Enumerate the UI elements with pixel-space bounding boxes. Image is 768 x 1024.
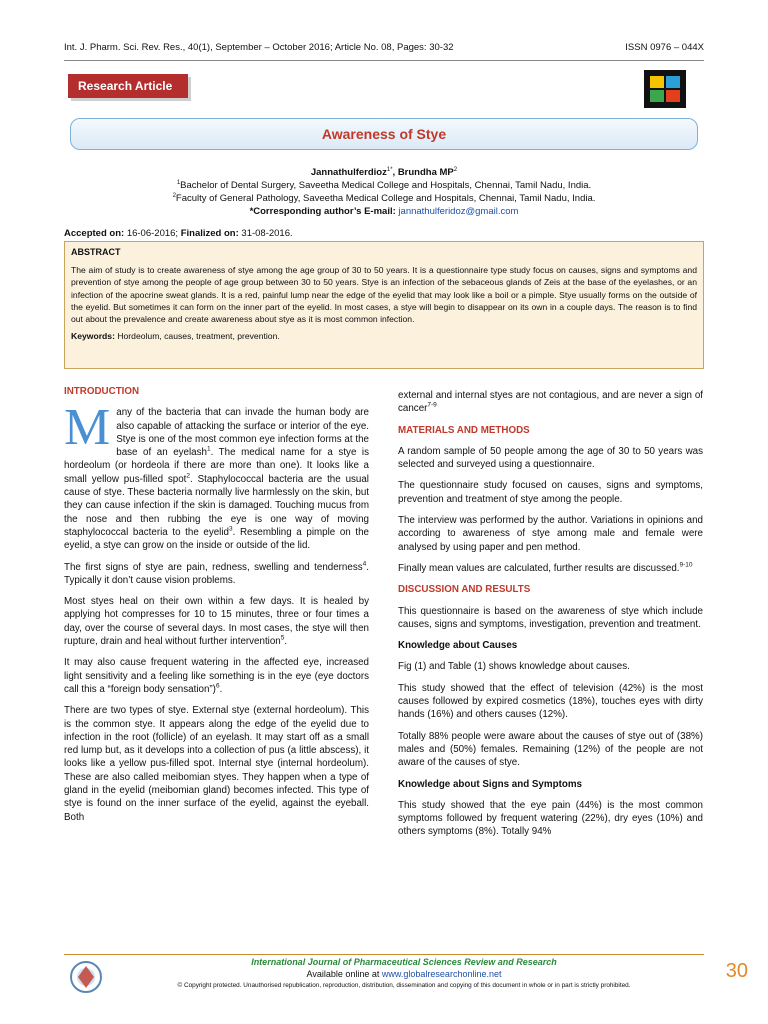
drop-cap: M xyxy=(64,399,111,457)
paragraph: This study showed that the eye pain (44%) is the most common symptoms followed by frequent watering (22%), dry eyes (10%) and others symptoms (8%). Totally 94% xyxy=(398,799,703,838)
paragraph: Finally mean values are calculated, further results are discussed.$^{9-10}$ xyxy=(398,561,693,574)
paragraph: This study showed that the effect of television (42%) is the most causes followed by expired cosmetics (18%), touches eyes with dirty hands (16%) and others causes (12%). xyxy=(398,682,703,721)
author-block xyxy=(64,166,704,218)
paragraph: There are two types of stye. External stye (external hordeolum). This is the common stye. It appears along the edge of the eyelid due to infection in the root (follicle) of an eyelash. It may start off as a small red lump but, as it develops into a collection of pus (a little abscess), it looks like a yellow pus-filled spot. Internal stye (internal hordeolum). These are also called meibomian styes. They happen when a type of gland in the eyelid (meibomian gland) becomes infected. This type of stye is found on the inner surface of the eyelid, against the eyeball. Both xyxy=(64,705,369,823)
keywords: Keywords: Hordeolum, causes, treatment, prevention. xyxy=(71,331,280,342)
page-number: 30 xyxy=(725,960,748,982)
right-column xyxy=(398,389,703,847)
symptoms-subheading: Knowledge about Signs and Symptoms xyxy=(398,778,582,790)
author-names: Jannathulferdioz$^{1*}$, Brundha $MP^2$ xyxy=(310,166,458,178)
paragraph: Fig (1) and Table (1) shows knowledge about causes. xyxy=(398,661,630,673)
journal-citation: Int. J. Pharm. Sci. Rev. Res., 40(1), September – October 2016; Article No. 08, Pages: 30-32 xyxy=(64,42,454,53)
running-header xyxy=(64,42,704,56)
footer-availability: Available online at www.globalresearchonline.net xyxy=(306,969,502,979)
affiliation-2: $^2$Faculty of General Pathology, Saveetha Medical College and Hospitals, Chennai, Tamil Nadu, India. xyxy=(172,192,596,204)
footer-divider xyxy=(64,954,704,955)
paragraph: Most styes heal on their own within a few days. It is healed by applying hot compresses for 10 to 15 minutes, three or four times a day, over the course of several days. In most cases, the stye will then rupture, drain and heal without further intervention$^5$. xyxy=(64,596,369,648)
article-title: Awareness of Stye xyxy=(70,118,698,150)
article-type-badge: Research Article xyxy=(68,74,188,98)
paragraph: The interview was performed by the author. Variations in opinions and according to awareness of stye among male and female were analysed by using paper and pen method. xyxy=(398,515,703,553)
paragraph: Totally 88% people were aware about the causes of stye out of (38%) males and (50%) females. Remaining (12%) of the people are not aware of the causes of stye. xyxy=(398,730,703,769)
header-divider xyxy=(64,60,704,61)
copyright-notice: © Copyright protected. Unauthorised republication, reproduction, distribution, dissemination and copying of this document in whole or in part is strictly prohibited. xyxy=(177,982,631,989)
introduction-heading: INTRODUCTION xyxy=(64,386,140,397)
paragraph: The first signs of stye are pain, redness, swelling and tenderness$^4$. Typically it don’t cause vision problems. xyxy=(64,560,369,586)
issn: ISSN 0976 – 044X xyxy=(625,42,704,53)
website-link[interactable]: www.globalresearchonline.net xyxy=(381,969,502,979)
materials-methods-heading: MATERIALS AND METHODS xyxy=(398,424,530,436)
corresponding-author: *Corresponding author’s E-mail: jannathulferidoz@gmail.com xyxy=(249,206,519,217)
email-link[interactable]: jannathulferidoz@gmail.com xyxy=(398,206,519,217)
abstract-box xyxy=(64,241,704,369)
abstract-heading: ABSTRACT xyxy=(71,247,121,257)
paragraph: external and internal styes are not contagious, and are never a sign of cancer$^{7-9}$ xyxy=(398,390,703,415)
paragraph: This questionnaire is based on the awareness of stye which include causes, signs and symptoms, investigation, prevention and treatment. xyxy=(398,605,703,630)
paragraph: Many of the bacteria that can invade the human body are also capable of attacking the surface or interior of the eye. Stye is one of the most common eye infection forms at the base of an eyelash$^1$. The medical name for a stye is hordeolum (or hordeola if there are more than one). It looks like a small yellow pus-filled spot$^2$. Staphylococcal bacteria are the usual cause of stye. These bacteria normally live harmlessly on the skin, but they can cause infection if the skin is damaged. Touching mucus from the nose and then rubbing the eye is one way of moving staphylococcal bacteria to the eyelid$^3$. Resembling a pimple on the eyelid, a stye can grow on the inside or outside of the lid. xyxy=(64,399,370,552)
footer-journal-name: International Journal of Pharmaceutical Sciences Review and Research xyxy=(251,957,557,967)
paragraph: A random sample of 50 people among the age of 30 to 50 years was selected and surveyed using a questionnaire. xyxy=(398,445,703,471)
journal-logo-icon xyxy=(644,70,686,108)
publisher-logo-icon xyxy=(66,958,106,996)
paragraph: The questionnaire study focused on causes, signs and symptoms, prevention and treatment of stye among the people. xyxy=(398,480,703,505)
left-column xyxy=(64,385,369,832)
abstract-text: The aim of study is to create awareness of stye among the age group of 30 to 50 years. It is a questionnaire type study focus on causes, signs and symptoms and prevention of stye among the people of age group between 30 to 50 years. Stye is an infection of the sebaceous glands of Zeis at the base of the eyelashes, or an infection of the apocrine sweat glands. It is a red, painful lump near the edge of the eyelid that may look like a boil or a pimple. Stye usually forms on the outside of the eyelid. But sometimes it can form on the inner part of the eyelid. In most cases, a stye will begin to disappear on its own in a couple days. The reason is to find out about the prevalence and create awareness about stye as it is most common infection. xyxy=(71,265,697,325)
page-footer xyxy=(120,956,688,992)
discussion-results-heading: DISCUSSION AND RESULTS xyxy=(398,584,531,596)
paragraph: It may also cause frequent watering in the affected eye, increased light sensitivity and a feeling like something is in the eye (eye doctors call this a “foreign body sensation”)$^6$. xyxy=(64,657,369,695)
publication-dates: Accepted on: 16-06-2016; Finalized on: 31-08-2016. xyxy=(64,228,293,239)
causes-subheading: Knowledge about Causes xyxy=(398,640,518,652)
affiliation-1: $^1$Bachelor of Dental Surgery, Saveetha Medical College and Hospitals, Chennai, Tamil Nadu, India. xyxy=(176,179,592,191)
